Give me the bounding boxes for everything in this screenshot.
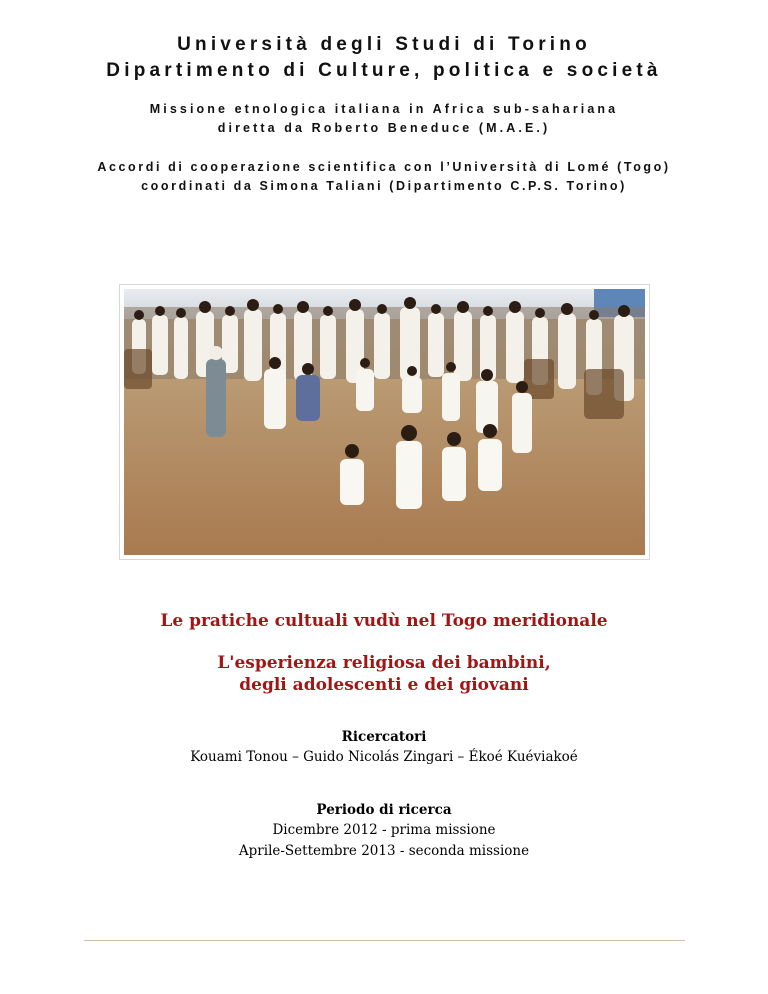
- cooperation-header: [0, 158, 768, 196]
- university-name: Università degli Studi di Torino: [177, 34, 591, 55]
- subtitle-line-2: degli adolescenti e dei giovani: [239, 675, 529, 695]
- cooperation-agreement: Accordi di cooperazione scientifica con l’Università di Lomé (Togo): [97, 160, 671, 174]
- researchers-section: [0, 727, 768, 768]
- research-period-section: [0, 800, 768, 862]
- subtitle-line-1: L'esperienza religiosa dei bambini,: [217, 653, 551, 673]
- document-subtitle: [0, 652, 768, 696]
- researchers-label: Ricercatori: [341, 729, 427, 745]
- document-title: [0, 609, 768, 633]
- research-period-second: Aprile-Settembre 2013 - seconda missione: [238, 843, 530, 859]
- main-title-text: Le pratiche cultuali vudù nel Togo meridionale: [160, 611, 608, 631]
- cooperation-coordinator: coordinati da Simona Taliani (Dipartimento C.P.S. Torino): [141, 179, 627, 193]
- mission-director: diretta da Roberto Beneduce (M.A.E.): [217, 121, 551, 135]
- footer-divider: [84, 940, 685, 941]
- mission-title: Missione etnologica italiana in Africa sub-sahariana: [149, 102, 619, 116]
- researchers-names: Kouami Tonou – Guido Nicolás Zingari – Ékoé Kuéviakoé: [190, 749, 578, 765]
- mission-header: [0, 100, 768, 138]
- research-period-first: Dicembre 2012 - prima missione: [272, 822, 496, 838]
- ceremony-photo-illustration: [124, 289, 645, 555]
- department-name: Dipartimento di Culture, politica e società: [106, 60, 662, 81]
- cover-photo: [119, 284, 650, 560]
- research-period-label: Periodo di ricerca: [316, 802, 452, 818]
- university-header: [0, 32, 768, 84]
